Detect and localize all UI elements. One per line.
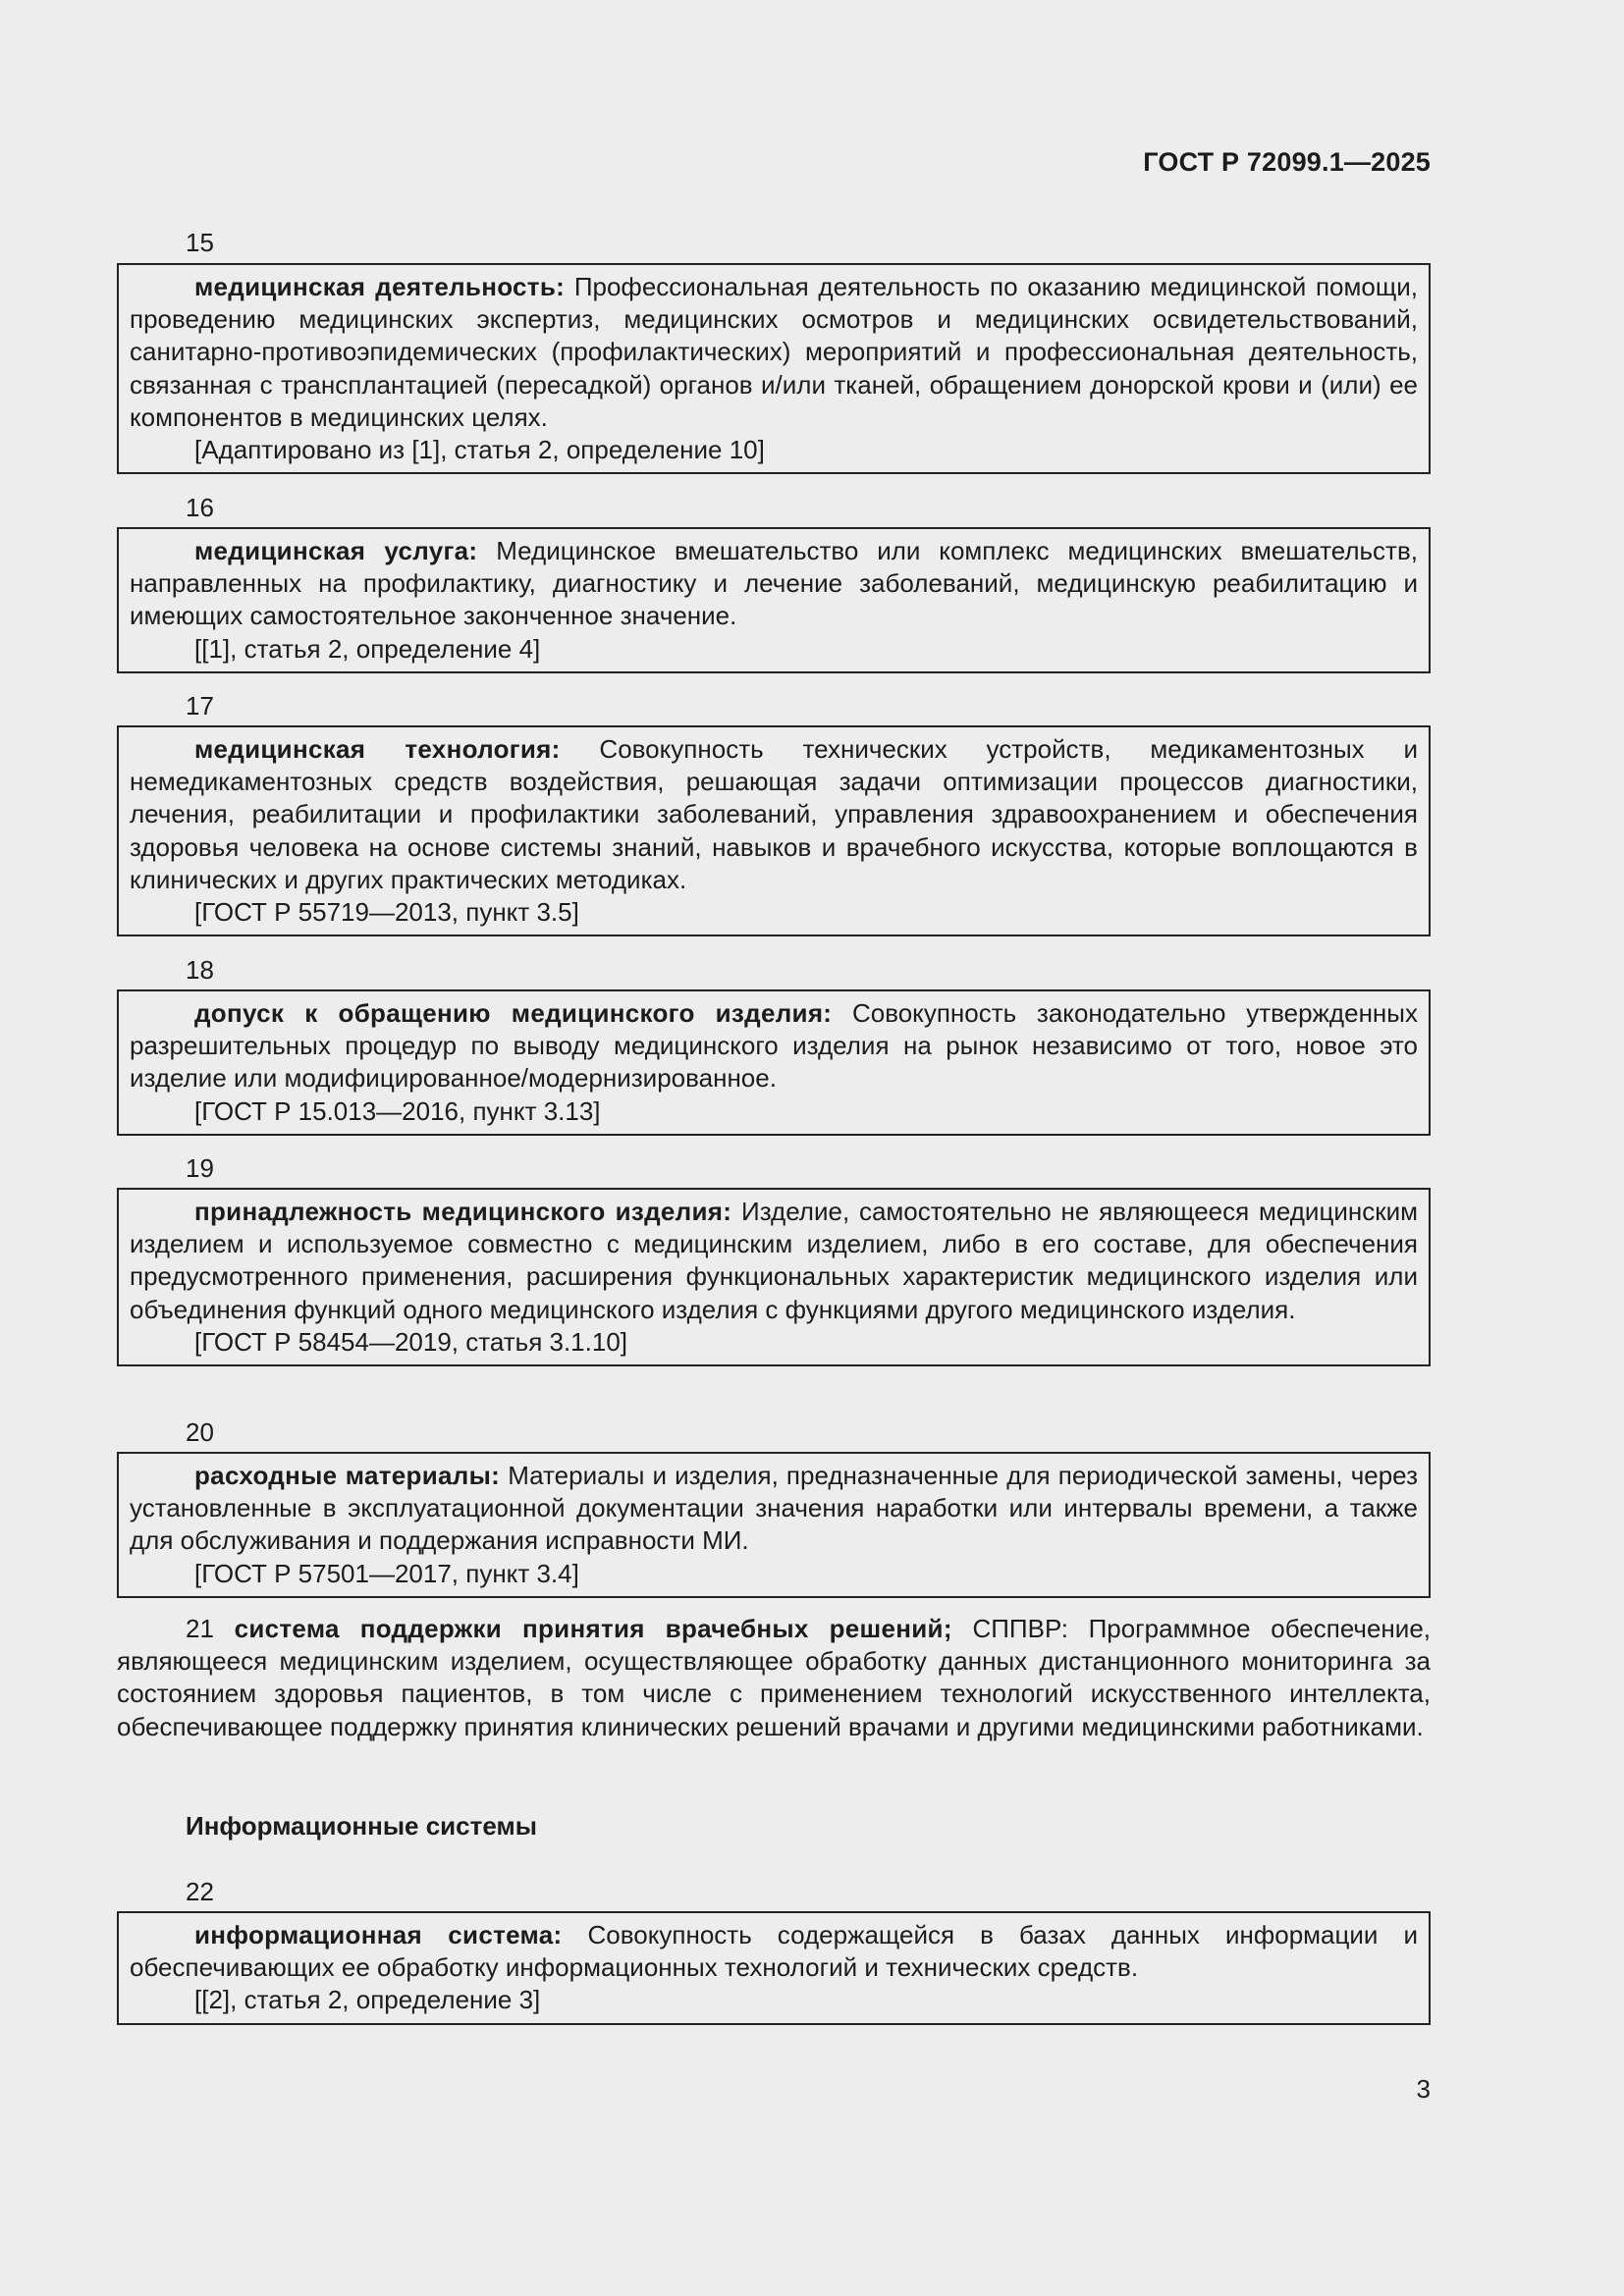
term-source: [Адаптировано из [1], статья 2, определение 10]: [194, 435, 765, 465]
term-number-16: 16: [186, 493, 214, 522]
term-name: информационная система:: [194, 1920, 563, 1949]
term-number-17: 17: [186, 691, 214, 721]
term-box-15: [117, 263, 1431, 474]
term-definition-18: [130, 997, 1418, 1095]
term-definition-16: [130, 535, 1418, 633]
term-definition-19: [130, 1196, 1418, 1326]
term-box-22: [117, 1911, 1431, 2025]
term-number-19: 19: [186, 1153, 214, 1183]
term-number-20: 20: [186, 1417, 214, 1447]
term-definition-text: Профессиональная деятельность по оказанию медицинской помощи, проведению медицинских экспертиз, медицинских осмотров и медицинских освидетельствований, санитарно-противоэпидемических (профилактических) мероприятий и профессиональная деятельность, связанная с трансплантацией (пересадкой) органов и/или тканей, обращением донорской крови и (или) ее компонентов в медицинских целях.: [130, 272, 1418, 432]
term-number-21: 21: [186, 1614, 214, 1643]
term-source: [[2], статья 2, определение 3]: [194, 1985, 541, 2015]
section-heading: Информационные системы: [186, 1811, 537, 1841]
term-definition-text: Совокупность законодательно утвержденных разрешительных процедур по выводу медицинского изделия на рынок независимо от того, новое это изделие или модифицированное/модернизированное.: [130, 998, 1418, 1094]
term-box-19: [117, 1188, 1431, 1366]
term-definition-text: Материалы и изделия, предназначенные для периодической замены, через установленные в эксплуатационной документации значения наработки или интервалы времени, а также для обслуживания и поддержания исправности МИ.: [130, 1461, 1418, 1556]
term-definition-text: СППВР: Программное обеспечение, являющееся медицинским изделием, осуществляющее обработку данных дистанционного мониторинга за состоянием здоровья пациентов, в том числе с применением технологий искусственного интеллекта, обеспечивающее поддержку принятия клинических решений врачами и другими медицинскими работниками.: [117, 1614, 1431, 1741]
term-box-18: [117, 989, 1431, 1136]
document-header: ГОСТ Р 72099.1—2025: [1143, 147, 1431, 177]
term-name: медицинская деятельность:: [194, 272, 566, 301]
term-definition-20: [130, 1460, 1418, 1558]
term-definition-17: [130, 733, 1418, 896]
term-source: [ГОСТ Р 55719—2013, пункт 3.5]: [194, 897, 579, 928]
term-definition-text: Совокупность технических устройств, медикаментозных и немедикаментозных средств воздействия, решающая задачи оптимизации процессов диагностики, лечения, реабилитации и профилактики заболеваний, управления здравоохранением и обеспечения здоровья человека на основе системы знаний, навыков и врачебного искусства, которые воплощаются в клинических и других практических методиках.: [130, 734, 1418, 894]
term-source: [ГОСТ Р 15.013—2016, пункт 3.13]: [194, 1095, 601, 1126]
term-21-paragraph: [117, 1613, 1431, 1743]
term-definition-text: Медицинское вмешательство или комплекс медицинских вмешательств, направленных на профилактику, диагностику и лечение заболеваний, медицинскую реабилитацию и имеющих самостоятельное законченное значение.: [130, 536, 1418, 631]
term-number-22: 22: [186, 1877, 214, 1906]
term-name: система поддержки принятия врачебных решений;: [234, 1614, 952, 1643]
term-name: медицинская услуга:: [194, 536, 478, 565]
page-number: 3: [1416, 2074, 1431, 2104]
term-name: расходные материалы:: [194, 1461, 501, 1490]
term-name: допуск к обращению медицинского изделия:: [194, 998, 833, 1028]
term-source: [ГОСТ Р 58454—2019, статья 3.1.10]: [194, 1326, 628, 1357]
term-number-18: 18: [186, 955, 214, 985]
term-box-17: [117, 725, 1431, 936]
term-name: принадлежность медицинского изделия:: [194, 1197, 732, 1226]
term-name: медицинская технология:: [194, 734, 561, 764]
term-source: [[1], статья 2, определение 4]: [194, 633, 541, 664]
term-definition-22: [130, 1919, 1418, 1984]
term-box-20: [117, 1452, 1431, 1598]
term-box-16: [117, 527, 1431, 673]
term-definition-text: Изделие, самостоятельно не являющееся медицинским изделием и используемое совместно с медицинским изделием, либо в его составе, для обеспечения предусмотренного применения, расширения функциональных характеристик медицинского изделия или объединения функций одного медицинского изделия с функциями другого медицинского изделия.: [130, 1197, 1419, 1324]
term-source: [ГОСТ Р 57501—2017, пункт 3.4]: [194, 1558, 579, 1588]
term-definition-15: [130, 271, 1418, 434]
term-definition-text: Совокупность содержащейся в базах данных информации и обеспечивающих ее обработку информационных технологий и технических средств.: [130, 1920, 1418, 1983]
term-number-15: 15: [186, 228, 214, 257]
